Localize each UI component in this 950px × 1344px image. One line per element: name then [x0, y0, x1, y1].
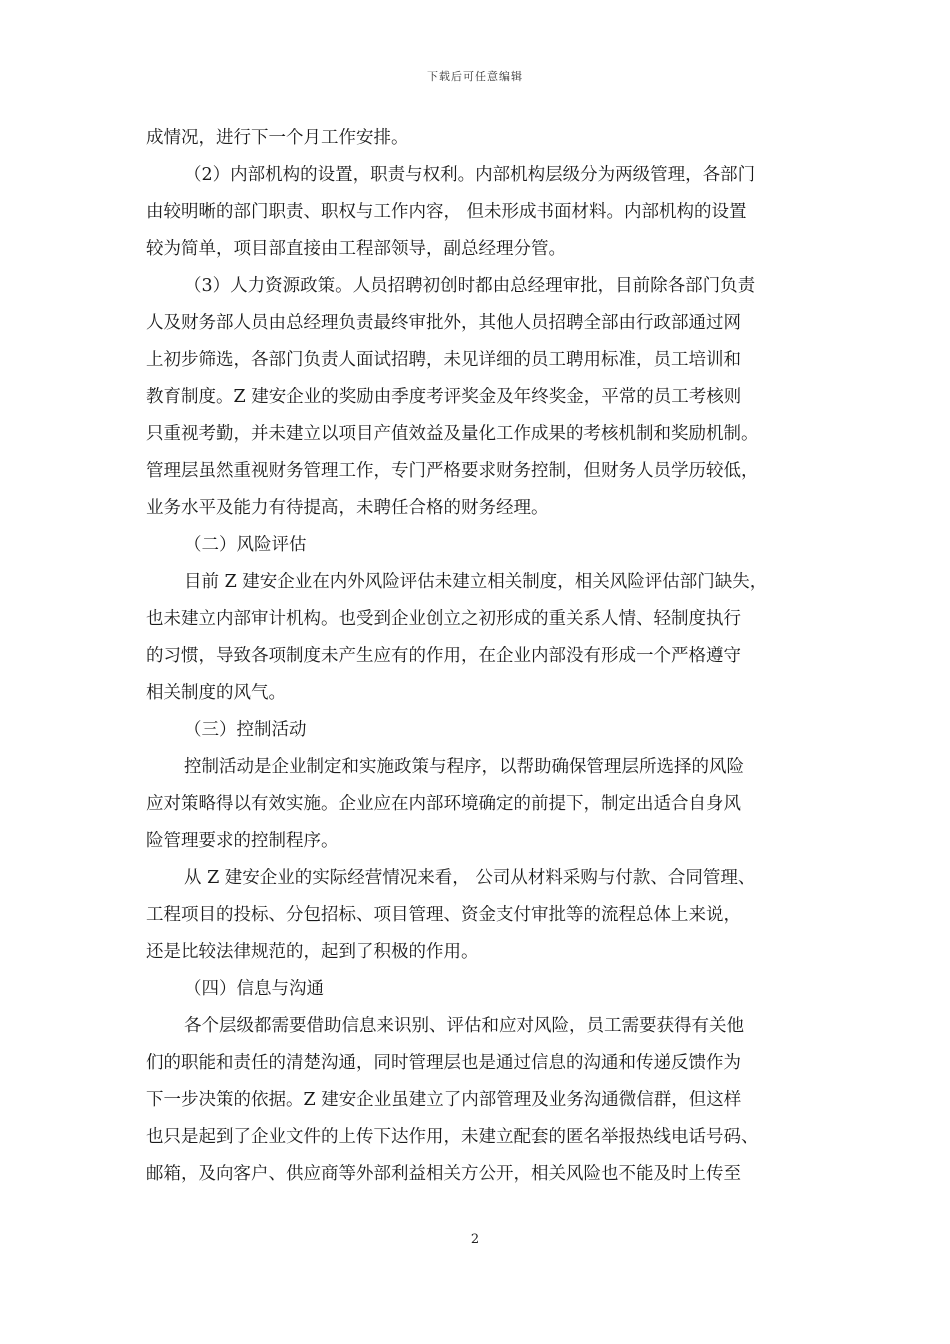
text-line: 只重视考勤，并未建立以项目产值效益及量化工作成果的考核机制和奖励机制。	[146, 424, 759, 444]
text-line: 管理层虽然重视财务管理工作，专门严格要求财务控制，但财务人员学历较低，	[146, 461, 759, 481]
body-text	[146, 120, 806, 1193]
text-line: 人及财务部人员由总经理负责最终审批外，其他人员招聘全部由行政部通过网	[146, 313, 741, 333]
page-header: 下载后可任意编辑	[427, 70, 523, 83]
text-line: 也只是起到了企业文件的上传下达作用，未建立配套的匿名举报热线电话号码、	[146, 1127, 759, 1147]
text-line: 由较明晰的部门职责、职权与工作内容， 但未形成书面材料。内部机构的设置	[146, 202, 747, 222]
text-line: 们的职能和责任的清楚沟通，同时管理层也是通过信息的沟通和传递反馈作为	[146, 1053, 741, 1073]
text-line: 的习惯，导致各项制度未产生应有的作用，在企业内部没有形成一个严格遵守	[146, 646, 741, 666]
text-line: （四）信息与沟通	[184, 979, 324, 999]
text-line: 也未建立内部审计机构。也受到企业创立之初形成的重关系人情、轻制度执行	[146, 609, 741, 629]
text-line: 业务水平及能力有待提高，未聘任合格的财务经理。	[146, 498, 549, 518]
text-line: 应对策略得以有效实施。企业应在内部环境确定的前提下，制定出适合自身风	[146, 794, 741, 814]
text-line: （3）人力资源政策。人员招聘初创时都由总经理审批，目前除各部门负责	[184, 276, 756, 296]
text-line: 目前 Z 建安企业在内外风险评估未建立相关制度，相关风险评估部门缺失，	[184, 572, 768, 592]
text-line: （2）内部机构的设置，职责与权利。内部机构层级分为两级管理，各部门	[184, 165, 756, 185]
text-line: 还是比较法律规范的，起到了积极的作用。	[146, 942, 479, 962]
text-line: 从 Z 建安企业的实际经营情况来看， 公司从材料采购与付款、合同管理、	[184, 868, 756, 888]
text-line: 控制活动是企业制定和实施政策与程序，以帮助确保管理层所选择的风险	[184, 757, 744, 777]
page-number: 2	[470, 1232, 480, 1247]
text-line: 成情况，进行下一个月工作安排。	[146, 128, 409, 148]
text-line: 教育制度。Z 建安企业的奖励由季度考评奖金及年终奖金，平常的员工考核则	[146, 387, 742, 407]
text-line: 相关制度的风气。	[146, 683, 286, 703]
text-line: （二）风险评估	[184, 535, 307, 555]
text-line: 各个层级都需要借助信息来识别、评估和应对风险，员工需要获得有关他	[184, 1016, 744, 1036]
text-line: （三）控制活动	[184, 720, 307, 740]
text-line: 下一步决策的依据。Z 建安企业虽建立了内部管理及业务沟通微信群，但这样	[146, 1090, 742, 1110]
text-line: 险管理要求的控制程序。	[146, 831, 339, 851]
text-line: 上初步筛选，各部门负责人面试招聘，未见详细的员工聘用标准，员工培训和	[146, 350, 741, 370]
text-line: 邮箱，及向客户、供应商等外部利益相关方公开，相关风险也不能及时上传至	[146, 1164, 741, 1184]
text-line: 较为简单，项目部直接由工程部领导，副总经理分管。	[146, 239, 566, 259]
text-line: 工程项目的投标、分包招标、项目管理、资金支付审批等的流程总体上来说，	[146, 905, 741, 925]
